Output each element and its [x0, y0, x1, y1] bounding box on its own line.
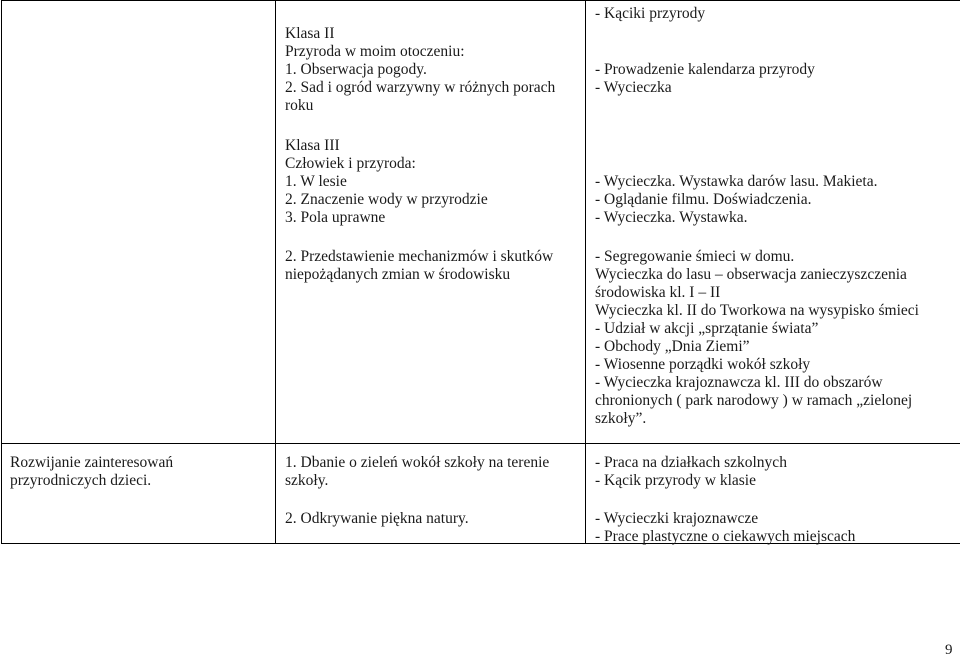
text-block [595, 5, 705, 23]
text-line: - Obchody „Dnia Ziemi” [595, 338, 750, 355]
text-line: przyrodniczych dzieci. [10, 472, 152, 489]
text-line: 2. Znaczenie wody w przyrodzie [285, 191, 488, 208]
text-line: 1. Obserwacja pogody. [285, 61, 427, 78]
text-block [10, 454, 173, 490]
text-block [285, 25, 555, 115]
text-line: Człowiek i przyroda: [285, 155, 416, 172]
text-line: Wycieczka do lasu – obserwacja zanieczyszczenia [595, 266, 907, 283]
forms-cell [586, 444, 960, 544]
content-cell [276, 1, 586, 444]
text-line: środowiska kl. I – II [595, 284, 721, 301]
text-line: - Wiosenne porządki wokół szkoły [595, 356, 811, 373]
text-line: - Prace plastyczne o ciekawych miejscach [595, 528, 856, 545]
text-line: Wycieczka kl. II do Tworkowa na wysypisko śmieci [595, 302, 919, 319]
text-line: szkoły. [285, 472, 329, 489]
text-line: - Wycieczka krajoznawcza kl. III do obszarów [595, 374, 883, 391]
text-line: szkoły”. [595, 410, 647, 427]
text-line: niepożądanych zmian w środowisku [285, 266, 511, 283]
text-line: - Wycieczka [595, 79, 672, 96]
text-line: 2. Sad i ogród warzywny w różnych porach [285, 79, 556, 96]
text-line: 2. Odkrywanie piękna natury. [285, 510, 469, 527]
goal-cell-empty [2, 1, 276, 444]
text-line: - Praca na działkach szkolnych [595, 454, 787, 471]
text-line: - Wycieczka. Wystawka. [595, 209, 748, 226]
text-block [285, 510, 469, 528]
goal-cell [2, 444, 276, 544]
forms-cell [586, 1, 960, 444]
page-number: 9 [945, 642, 953, 658]
program-table [1, 0, 960, 544]
text-block [595, 61, 815, 97]
text-line: 3. Pola uprawne [285, 209, 386, 226]
text-line: chronionych ( park narodowy ) w ramach „zielonej [595, 392, 913, 409]
text-line: 1. W lesie [285, 173, 347, 190]
text-line: roku [285, 97, 314, 114]
text-block [285, 454, 549, 490]
text-block [595, 510, 855, 546]
text-block [595, 454, 787, 490]
text-line: - Kącik przyrody w klasie [595, 472, 756, 489]
text-line: Przyroda w moim otoczeniu: [285, 43, 465, 60]
text-line: - Prowadzenie kalendarza przyrody [595, 61, 815, 78]
content-cell [276, 444, 586, 544]
text-line: Klasa III [285, 137, 340, 154]
text-line: - Oglądanie filmu. Doświadczenia. [595, 191, 812, 208]
text-block [285, 248, 553, 284]
text-line: 2. Przedstawienie mechanizmów i skutków [285, 248, 554, 265]
text-line: 1. Dbanie o zieleń wokół szkoły na terenie [285, 454, 550, 471]
text-line: Rozwijanie zainteresowań [10, 454, 174, 471]
text-line: - Kąciki przyrody [595, 5, 706, 22]
text-block [285, 137, 488, 227]
text-line: - Udział w akcji „sprzątanie świata” [595, 320, 819, 337]
text-block [595, 248, 919, 428]
table-row [2, 444, 960, 544]
text-line: - Wycieczki krajoznawcze [595, 510, 759, 527]
table-row [2, 1, 960, 444]
text-line: - Wycieczka. Wystawka darów lasu. Makieta. [595, 173, 878, 190]
text-block [595, 173, 877, 227]
text-line: - Segregowanie śmieci w domu. [595, 248, 795, 265]
text-line: Klasa II [285, 25, 335, 42]
